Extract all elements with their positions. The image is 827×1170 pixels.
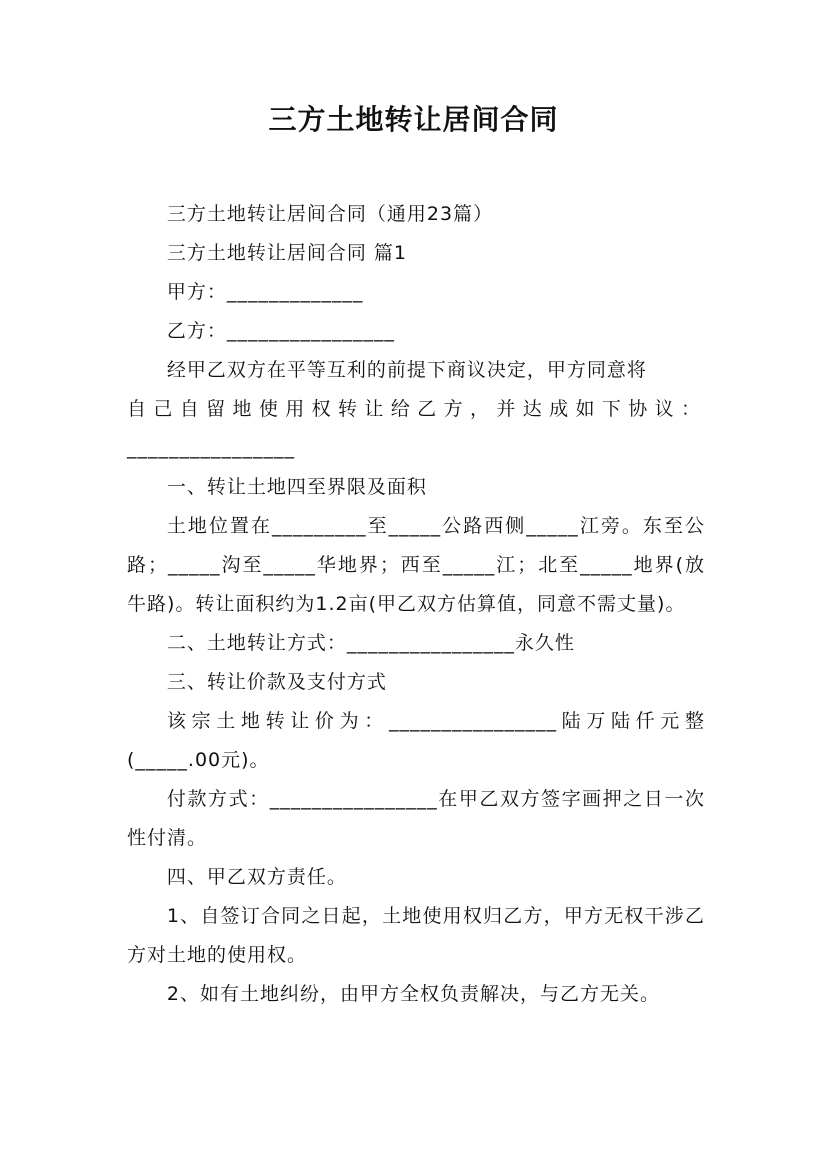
- paragraph-chapter-heading: 三方土地转让居间合同 篇1: [166, 242, 408, 264]
- paragraph-payment: 付款方式：________________在甲乙双方签字画押之日一次性付清。: [127, 788, 705, 849]
- paragraph-clause-1: 1、自签订合同之日起，土地使用权归乙方，甲方无权干涉乙方对土地的使用权。: [127, 905, 705, 966]
- paragraph-price: 该宗土地转让价为：________________陆万陆仟元整(_____.00元)。: [127, 710, 705, 771]
- document-body: [127, 195, 705, 1014]
- section-heading-1: 一、转让土地四至界限及面积: [166, 476, 427, 498]
- paragraph-subtitle: 三方土地转让居间合同（通用23篇）: [166, 203, 494, 225]
- paragraph-blank-line: ________________: [127, 437, 295, 459]
- paragraph-party-b: 乙方：________________: [166, 320, 395, 342]
- section-heading-2: 二、土地转让方式：________________永久性: [166, 632, 575, 654]
- paragraph-land-location: 土地位置在_________至_____公路西侧_____江旁。东至公路；_____沟至_____华地界；西至_____江；北至_____地界(放牛路)。转让面积约为1.2亩(甲乙双方估算值，同意不需丈量)。: [127, 515, 705, 615]
- paragraph-intro: 经甲乙双方在平等互利的前提下商议决定，甲方同意将: [166, 359, 647, 381]
- section-heading-3: 三、转让价款及支付方式: [166, 671, 387, 693]
- paragraph-party-a: 甲方：_____________: [166, 281, 364, 303]
- section-heading-4: 四、甲乙双方责任。: [166, 866, 347, 888]
- paragraph-clause-2: 2、如有土地纠纷，由甲方全权负责解决，与乙方无关。: [166, 983, 660, 1005]
- document-title: 三方土地转让居间合同: [268, 103, 559, 136]
- paragraph-intro-continued: 自己自留地使用权转让给乙方，并达成如下协议：: [127, 398, 705, 420]
